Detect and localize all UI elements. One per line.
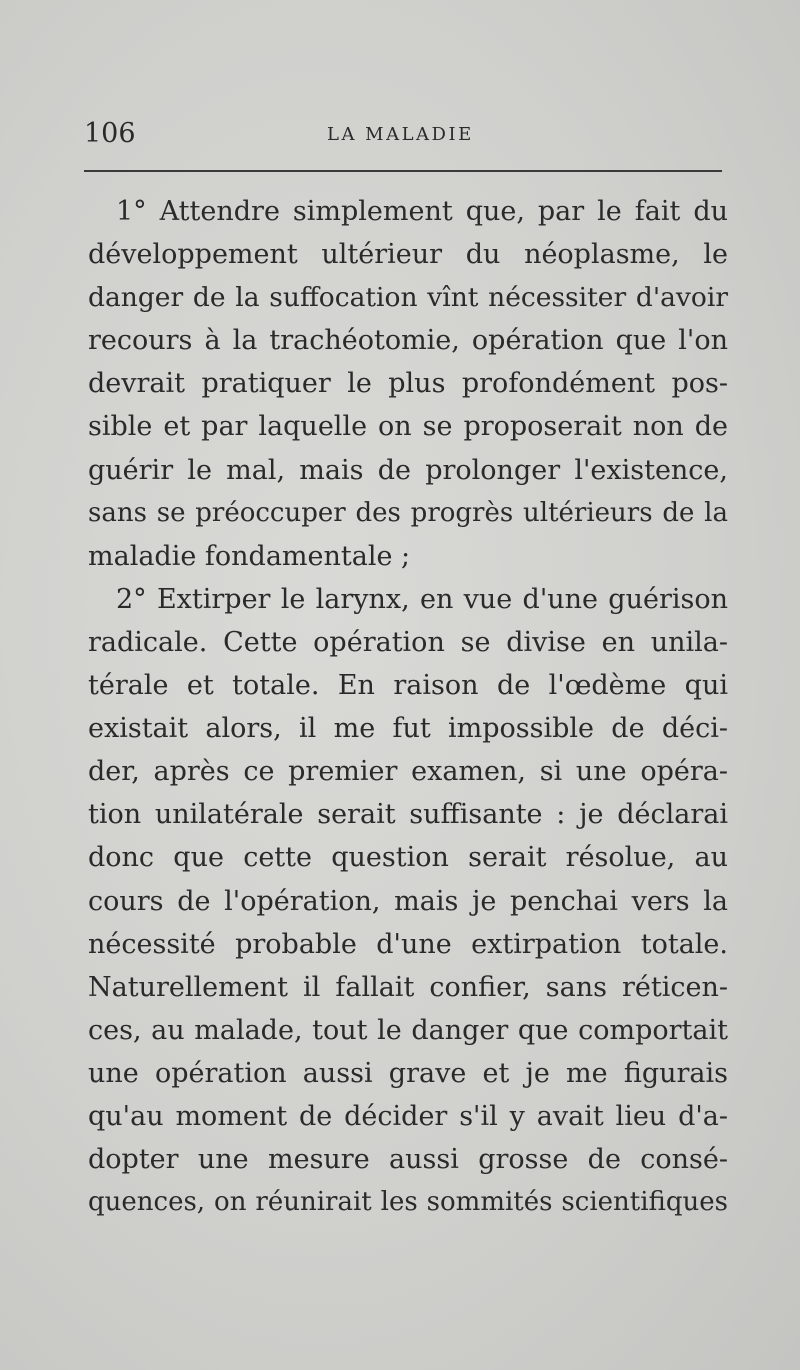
- text-line: dopter une mesure aussi grosse de consé-: [88, 1144, 728, 1176]
- text-line: devrait pratiquer le plus profondément pos-: [88, 368, 728, 400]
- text-line: Naturellement il fallait confier, sans réticen-: [88, 971, 728, 1003]
- text-line: recours à la trachéotomie, opération que l'on: [88, 325, 728, 357]
- text-line: danger de la suffocation vînt nécessiter d'avoir: [88, 282, 728, 314]
- body-text: [88, 190, 728, 1224]
- text-line: maladie fondamentale ;: [88, 540, 411, 572]
- header-rule: [84, 170, 722, 172]
- text-line: sans se préoccuper des progrès ultérieurs de la: [88, 497, 728, 528]
- page-number: 106: [84, 118, 136, 149]
- text-line: qu'au moment de décider s'il y avait lieu d'a-: [88, 1100, 728, 1132]
- text-line: radicale. Cette opération se divise en unila-: [88, 626, 728, 658]
- text-line: une opération aussi grave et je me figurais: [88, 1057, 728, 1089]
- text-line: tion unilatérale serait suffisante : je déclarai: [88, 799, 728, 831]
- text-line: 2° Extirper le larynx, en vue d'une guérison: [116, 583, 728, 615]
- text-line: sible et par laquelle on se proposerait non de: [88, 411, 728, 443]
- running-head: LA MALADIE: [327, 124, 474, 145]
- text-line: der, après ce premier examen, si une opéra-: [88, 756, 728, 788]
- text-line: cours de l'opération, mais je penchai vers la: [88, 885, 728, 917]
- text-line: térale et totale. En raison de l'œdème qui: [88, 670, 728, 702]
- text-line: ces, au malade, tout le danger que comportait: [88, 1014, 728, 1046]
- text-line: 1° Attendre simplement que, par le fait du: [116, 196, 728, 227]
- text-line: nécessité probable d'une extirpation totale.: [88, 928, 728, 960]
- text-line: existait alors, il me fut impossible de déci-: [88, 713, 728, 745]
- text-line: développement ultérieur du néoplasme, le: [88, 239, 728, 271]
- text-line: quences, on réunirait les sommités scientifiques: [88, 1187, 728, 1218]
- text-line: guérir le mal, mais de prolonger l'existence,: [88, 454, 728, 486]
- text-line: donc que cette question serait résolue, au: [88, 842, 728, 874]
